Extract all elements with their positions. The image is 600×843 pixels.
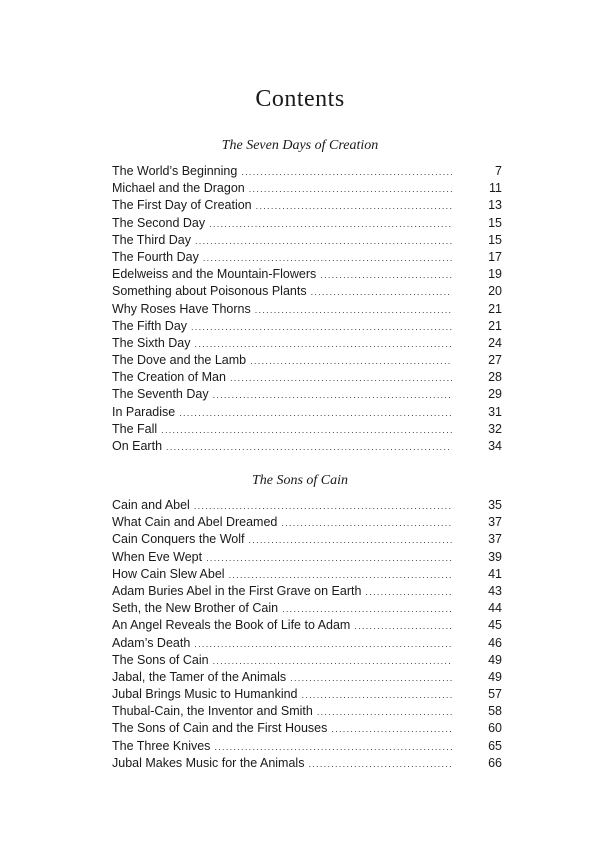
toc-entry-title: The World’s Beginning [112,164,238,178]
dot-leader [249,181,452,198]
toc-entry-leader [112,438,452,456]
dot-leader [230,370,452,387]
toc-entry[interactable] [112,514,502,531]
toc-entry[interactable] [112,352,502,369]
toc-entry-leader [112,566,452,584]
toc-entry-leader [112,635,452,653]
toc-entry[interactable] [112,755,502,772]
toc-entry-page-number: 39 [488,549,502,564]
dot-leader [282,601,452,618]
dot-leader [290,670,452,687]
toc-entry-title: Seth, the New Brother of Cain [112,601,279,616]
toc-entry-leader [112,369,452,387]
toc-entry-leader [112,232,452,250]
toc-entry-title: The Sixth Day [112,335,191,350]
dot-leader [206,550,452,567]
toc-entry-title: Adam’s Death [112,635,191,650]
toc-entry-page-number: 29 [488,387,502,402]
dot-leader [209,216,452,233]
toc-entry[interactable] [112,703,502,720]
toc-entry-page-number: 49 [488,652,502,667]
toc-entry-leader [112,386,452,404]
toc-entry[interactable] [112,686,502,703]
toc-entry-title: What Cain and Abel Dreamed [112,515,278,530]
toc-entry-page-number: 60 [488,721,502,736]
toc-entry[interactable] [112,318,502,335]
dot-leader [281,515,452,532]
dot-leader [161,422,452,439]
toc-entry-title: Michael and the Dragon [112,181,245,196]
toc-entry-page-number: 37 [488,532,502,547]
toc-entry-page-number: 28 [488,370,502,385]
dot-leader [241,164,452,181]
toc-entry-page-number: 20 [488,284,502,299]
toc-entry-page-number: 35 [488,498,502,512]
toc-entry-page-number: 32 [488,421,502,436]
toc-entry-page-number: 34 [488,439,502,453]
toc-entry[interactable] [112,404,502,421]
toc-entry-page-number: 65 [488,738,502,753]
toc-entry[interactable] [112,283,502,300]
toc-entry[interactable] [112,421,502,438]
toc-entry-page-number: 11 [489,181,502,196]
dot-leader [191,319,452,336]
toc-entry[interactable] [112,635,502,652]
toc-entry-title: Why Roses Have Thorns [112,301,251,316]
dot-leader [213,387,452,404]
toc-entry-title: Jabal, the Tamer of the Animals [112,669,287,684]
dot-leader [214,739,452,756]
toc-entry-page-number: 7 [495,164,502,178]
toc-entry-title: The Fall [112,421,158,436]
toc-entry-leader [112,755,452,773]
dot-leader [179,405,452,422]
toc-entry-page-number: 27 [488,353,502,368]
dot-leader [256,198,452,215]
toc-entry[interactable] [112,386,502,403]
toc-entry-leader [112,497,452,515]
toc-entry-leader [112,583,452,601]
toc-entry-leader [112,686,452,704]
dot-leader [317,704,452,721]
section-title-seven-days: The Seven Days of Creation [221,138,379,153]
toc-entry-title: Edelweiss and the Mountain-Flowers [112,267,317,282]
toc-entry-leader [112,283,452,301]
toc-entry-page-number: 58 [488,704,502,719]
toc-entry-title: Cain Conquers the Wolf [112,532,245,547]
toc-entry-leader [112,652,452,670]
toc-entry-title: The Third Day [112,232,191,247]
toc-entry-page-number: 43 [488,583,502,598]
toc-entry[interactable] [112,583,502,600]
toc-entry-leader [112,335,452,353]
section-title-sons-of-cain: The Sons of Cain [251,473,349,488]
toc-entry-page-number: 46 [488,635,502,650]
dot-leader [365,584,452,601]
toc-entry[interactable] [112,335,502,352]
toc-entry-leader [112,318,452,336]
toc-entry[interactable] [112,197,502,214]
toc-entry-page-number: 15 [488,215,502,230]
toc-entry-title: The Three Knives [112,738,211,753]
toc-entry-leader [112,197,452,215]
toc-list-seven-days [112,163,502,455]
toc-entry[interactable] [112,669,502,686]
toc-entry-page-number: 44 [488,601,502,616]
toc-entry-title: The Creation of Man [112,370,226,385]
toc-entry-page-number: 17 [488,249,502,264]
dot-leader [213,653,452,670]
toc-entry[interactable] [112,549,502,566]
toc-entry-leader [112,215,452,233]
toc-entry-title: The Second Day [112,215,206,230]
toc-entry-title: Something about Poisonous Plants [112,284,307,299]
toc-entry-title: How Cain Slew Abel [112,566,225,581]
toc-entry-leader [112,514,452,532]
toc-entry-title: An Angel Reveals the Book of Life to Adam [112,618,351,633]
toc-entry-leader [112,669,452,687]
toc-entry-leader [112,720,452,738]
toc-entry-leader [112,249,452,267]
toc-entry[interactable] [112,369,502,386]
toc-entry-page-number: 15 [488,232,502,247]
toc-entry-leader [112,404,452,422]
toc-entry-page-number: 13 [488,198,502,213]
toc-entry-leader [112,531,452,549]
toc-entry[interactable] [112,566,502,583]
toc-entry-title: The Sons of Cain [112,652,209,667]
dot-leader [195,336,452,353]
toc-entry-title: The Fourth Day [112,249,199,264]
dot-leader [354,618,452,635]
toc-entry-title: On Earth [112,439,163,453]
toc-entry-page-number: 24 [488,335,502,350]
toc-entry-title: The Sons of Cain and the First Houses [112,721,328,736]
toc-entry[interactable] [112,180,502,197]
toc-entry-page-number: 49 [488,669,502,684]
toc-entry-leader [112,549,452,567]
toc-entry-title: In Paradise [112,404,176,419]
toc-entry-title: The Dove and the Lamb [112,353,247,368]
toc-entry-title: The Fifth Day [112,318,188,333]
toc-entry-leader [112,301,452,319]
toc-entry-page-number: 21 [488,301,502,316]
toc-entry[interactable] [112,163,502,180]
dot-leader [250,353,452,370]
dot-leader [166,439,452,456]
toc-entry[interactable] [112,266,502,283]
toc-entry-leader [112,617,452,635]
toc-list-sons-of-cain [112,497,502,772]
toc-entry[interactable] [112,652,502,669]
toc-entry-leader [112,600,452,618]
toc-entry[interactable] [112,497,502,514]
toc-entry[interactable] [112,301,502,318]
dot-leader [311,284,452,301]
toc-entry-leader [112,163,452,181]
toc-entry-title: Jubal Makes Music for the Animals [112,755,305,770]
dot-leader [229,567,452,584]
toc-entry-leader [112,180,452,198]
toc-entry[interactable] [112,738,502,755]
toc-entry-title: Thubal-Cain, the Inventor and Smith [112,704,313,719]
toc-entry-page-number: 41 [488,566,502,581]
dot-leader [255,302,452,319]
toc-entry[interactable] [112,720,502,737]
toc-entry[interactable] [112,531,502,548]
dot-leader [203,250,452,267]
page-title: Contents [255,86,345,112]
toc-entry-page-number: 45 [488,618,502,633]
toc-entry[interactable] [112,617,502,634]
toc-entry-leader [112,421,452,439]
toc-entry-title: Adam Buries Abel in the First Grave on Earth [112,583,362,598]
toc-entry-leader [112,703,452,721]
toc-entry-leader [112,738,452,756]
dot-leader [331,721,452,738]
dot-leader [248,532,452,549]
toc-entry[interactable] [112,215,502,232]
toc-entry-page-number: 37 [488,515,502,530]
toc-entry[interactable] [112,249,502,266]
toc-entry-title: The First Day of Creation [112,198,252,213]
toc-entry-title: The Seventh Day [112,387,209,402]
toc-entry-page-number: 66 [488,755,502,770]
toc-entry-title: Cain and Abel [112,498,190,512]
dot-leader [302,687,453,704]
toc-entry-leader [112,352,452,370]
dot-leader [320,267,452,284]
dot-leader [194,498,452,515]
dot-leader [195,233,452,250]
toc-entry-title: Jubal Brings Music to Humankind [112,687,298,702]
dot-leader [308,756,452,773]
toc-entry-page-number: 19 [488,267,502,282]
toc-entry-page-number: 21 [488,318,502,333]
toc-entry-page-number: 57 [488,687,502,702]
toc-entry-page-number: 31 [488,404,502,419]
toc-entry[interactable] [112,600,502,617]
toc-entry[interactable] [112,232,502,249]
toc-entry-title: When Eve Wept [112,549,203,564]
dot-leader [194,636,452,653]
toc-entry[interactable] [112,438,502,455]
toc-entry-leader [112,266,452,284]
